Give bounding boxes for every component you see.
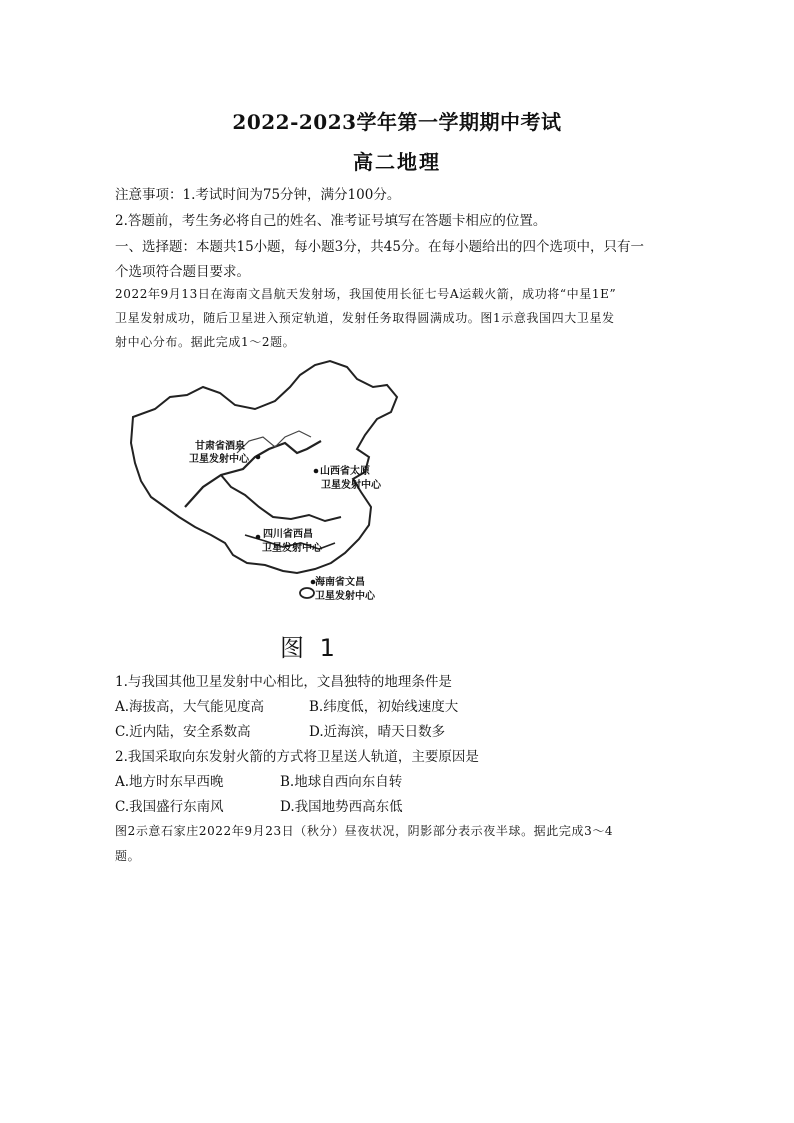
q1-option-b: B.纬度低，初始线速度大 [309, 699, 459, 715]
jiuquan-label-1: 甘肃省酒泉 [195, 441, 245, 452]
jiuquan-dot [256, 455, 261, 460]
q2-option-b: B.地球自西向东自转 [280, 774, 403, 790]
intro2-line-2: 题。 [115, 849, 141, 863]
q1-option-a: A.海拔高，大气能见度高 [115, 699, 265, 715]
intro1-line-1: 2022年9月13日在海南文昌航天发射场，我国使用长征七号A运载火箭，成功将“中星1E” [115, 287, 617, 301]
xichang-label-1: 四川省西昌 [263, 529, 313, 540]
q1-stem: 1.与我国其他卫星发射中心相比，文昌独特的地理条件是 [115, 674, 452, 690]
q2-option-a: A.地方时东早西晚 [115, 774, 224, 790]
wenchang-label-1: 海南省文昌 [315, 577, 365, 588]
taiyuan-label-1: 山西省太原 [320, 466, 370, 477]
intro1-line-3: 射中心分布。据此完成1～2题。 [115, 335, 296, 349]
hainan-island [300, 588, 314, 598]
intro2-line-1: 图2示意石家庄2022年9月23日（秋分）昼夜状况，阴影部分表示夜半球。据此完成3～4 [115, 824, 614, 838]
q2-stem: 2.我国采取向东发射火箭的方式将卫星送人轨道，主要原因是 [115, 749, 479, 765]
subject-title: 高二地理 [353, 150, 441, 174]
notes-line-2: 2.答题前，考生务必将自己的姓名、准考证号填写在答题卡相应的位置。 [115, 213, 547, 229]
taiyuan-label-2: 卫星发射中心 [321, 480, 381, 491]
figure-1-caption: 图 1 [280, 634, 339, 662]
section-instructions-line-1: 一、选择题：本题共15小题，每小题3分，共45分。在每小题给出的四个选项中，只有一 [115, 239, 644, 255]
jiuquan-label-2: 卫星发射中心 [189, 454, 249, 465]
q1-option-d: D.近海滨，晴天日数多 [309, 724, 446, 740]
q1-option-c: C.近内陆，安全系数高 [115, 724, 251, 740]
xichang-dot [256, 535, 261, 540]
intro1-line-2: 卫星发射成功，随后卫星进入预定轨道，发射任务取得圆满成功。图1示意我国四大卫星发 [115, 311, 615, 325]
q2-option-c: C.我国盛行东南风 [115, 799, 224, 815]
taiyuan-dot [314, 469, 319, 474]
wenchang-label-2: 卫星发射中心 [315, 591, 375, 602]
section-instructions-line-2: 个选项符合题目要求。 [115, 264, 250, 280]
q2-option-d: D.我国地势西高东低 [280, 799, 403, 815]
yellow-river-line [237, 431, 311, 453]
china-launch-center-map [125, 357, 405, 607]
exam-title: 2022-2023学年第一学期期中考试 [232, 110, 562, 134]
notes-line-1: 注意事项：1.考试时间为75分钟，满分100分。 [115, 187, 401, 203]
xichang-label-2: 卫星发射中心 [262, 543, 322, 554]
